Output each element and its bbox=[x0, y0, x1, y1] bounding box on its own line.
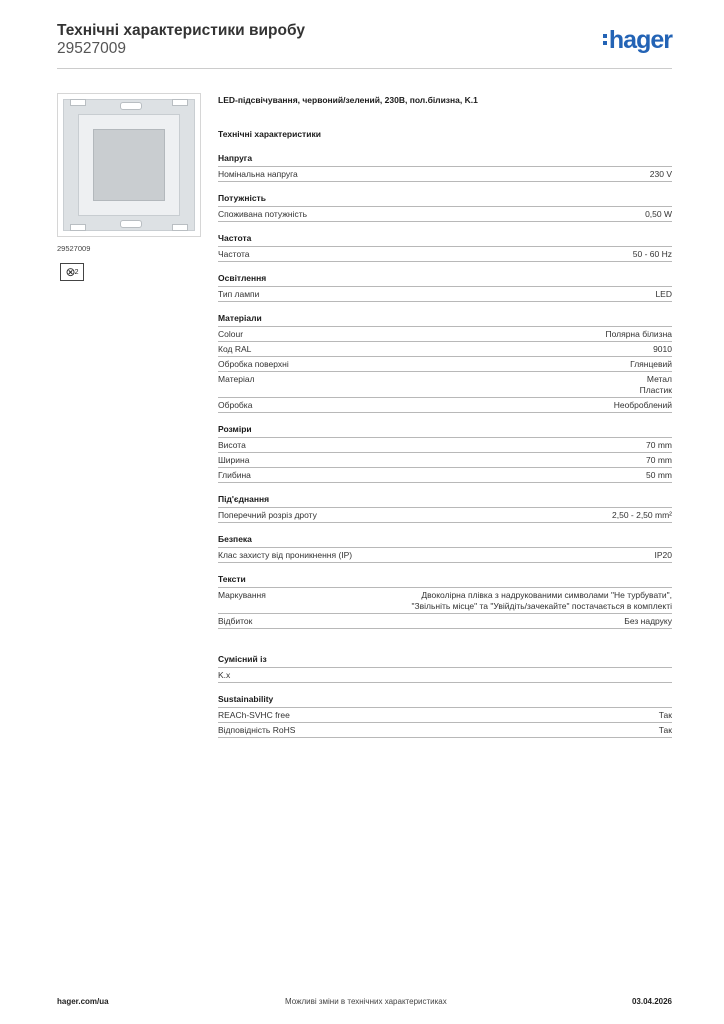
section-title: Потужність bbox=[218, 193, 672, 207]
spec-value: Полярна білизна bbox=[605, 329, 672, 339]
header-divider bbox=[57, 68, 672, 69]
spec-label: Матеріал bbox=[218, 374, 255, 384]
spec-label: Тип лампи bbox=[218, 289, 260, 299]
specs-title: Технічні характеристики bbox=[218, 129, 321, 139]
spec-row bbox=[218, 167, 672, 182]
spec-value: 70 mm bbox=[646, 440, 672, 450]
logo-dots-icon bbox=[603, 34, 607, 48]
spec-value: Двоколірна плівка з надрукованими символами "Не турбувати", "Звільніть місце" та "Увійдіть/зачекайте" постачається в комплекті bbox=[411, 590, 672, 611]
spec-section bbox=[218, 654, 672, 683]
spec-row bbox=[218, 342, 672, 357]
page-title: Технічні характеристики виробу bbox=[57, 22, 305, 39]
spec-label: Маркування bbox=[218, 590, 266, 600]
spec-row bbox=[218, 327, 672, 342]
spec-section bbox=[218, 233, 672, 262]
spec-value: 0,50 W bbox=[645, 209, 672, 219]
spec-label: Висота bbox=[218, 440, 246, 450]
symbol-superscript: 2 bbox=[74, 268, 79, 276]
spec-sections bbox=[218, 153, 672, 629]
product-image bbox=[57, 93, 201, 237]
spec-section bbox=[218, 193, 672, 222]
spec-label: K.x bbox=[218, 670, 231, 680]
spec-value: 50 mm bbox=[646, 470, 672, 480]
footer-disclaimer: Можливі зміни в технічних характеристиках bbox=[285, 997, 447, 1006]
symbol-glyph: ⊗ bbox=[65, 265, 76, 279]
spec-row bbox=[218, 372, 672, 398]
section-title: Sustainability bbox=[218, 694, 672, 708]
spec-value: 50 - 60 Hz bbox=[632, 249, 672, 259]
class-two-lamp-icon bbox=[60, 263, 84, 281]
spec-row bbox=[218, 207, 672, 222]
spec-label: Обробка поверхні bbox=[218, 359, 289, 369]
spec-row bbox=[218, 287, 672, 302]
footer-website-link[interactable]: hager.com/ua bbox=[57, 997, 109, 1006]
spec-row bbox=[218, 468, 672, 483]
spec-label: Ширина bbox=[218, 455, 250, 465]
product-frame bbox=[63, 99, 195, 231]
spec-label: Частота bbox=[218, 249, 250, 259]
spec-row bbox=[218, 453, 672, 468]
spec-value: 9010 bbox=[653, 344, 672, 354]
spec-value: Глянцевий bbox=[630, 359, 672, 369]
spec-section bbox=[218, 574, 672, 629]
spec-label: Відповідність RoHS bbox=[218, 725, 296, 735]
logo-text: hager bbox=[608, 26, 672, 54]
spec-value: Так bbox=[658, 725, 672, 735]
spec-label: Поперечний розріз дроту bbox=[218, 510, 317, 520]
section-title: Освітлення bbox=[218, 273, 672, 287]
spec-row bbox=[218, 614, 672, 629]
spec-row bbox=[218, 723, 672, 738]
spec-value: 2,50 - 2,50 mm² bbox=[612, 510, 672, 520]
spec-content bbox=[218, 95, 672, 749]
spec-section bbox=[218, 153, 672, 182]
spec-label: Клас захисту від проникнення (IP) bbox=[218, 550, 353, 560]
product-name: LED-підсвічування, червоний/зелений, 230В, пол.білизна, K.1 bbox=[218, 95, 478, 105]
spec-value: Так bbox=[658, 710, 672, 720]
frame-notch bbox=[172, 99, 188, 106]
spec-row bbox=[218, 668, 672, 683]
section-title: Тексти bbox=[218, 574, 672, 588]
spec-row bbox=[218, 438, 672, 453]
section-title: Напруга bbox=[218, 153, 672, 167]
sustainability-section bbox=[218, 694, 672, 738]
frame-notch bbox=[70, 224, 86, 231]
spec-value: Необроблений bbox=[613, 400, 672, 410]
hager-logo[interactable] bbox=[603, 26, 672, 54]
spec-label: Номінальна напруга bbox=[218, 169, 298, 179]
product-lens bbox=[93, 129, 165, 201]
spec-label: Глибина bbox=[218, 470, 251, 480]
spec-row bbox=[218, 398, 672, 413]
compatible-section bbox=[218, 654, 672, 683]
spec-value: LED bbox=[655, 289, 672, 299]
spec-label: Обробка bbox=[218, 400, 253, 410]
spec-row bbox=[218, 708, 672, 723]
spec-row bbox=[218, 588, 672, 614]
spec-section bbox=[218, 273, 672, 302]
section-title: Під'єднання bbox=[218, 494, 672, 508]
section-title: Розміри bbox=[218, 424, 672, 438]
frame-notch bbox=[172, 224, 188, 231]
spec-label: Споживана потужність bbox=[218, 209, 308, 219]
spec-value: Без надруку bbox=[624, 616, 672, 626]
spec-row bbox=[218, 508, 672, 523]
frame-slot bbox=[120, 220, 142, 228]
spec-label: Код RAL bbox=[218, 344, 252, 354]
section-title: Частота bbox=[218, 233, 672, 247]
spec-label: Colour bbox=[218, 329, 244, 339]
spec-row bbox=[218, 247, 672, 262]
spec-row bbox=[218, 548, 672, 563]
frame-slot bbox=[120, 102, 142, 110]
spec-section bbox=[218, 534, 672, 563]
spec-value: Метал Пластик bbox=[639, 374, 672, 395]
spec-section bbox=[218, 694, 672, 738]
section-gap bbox=[218, 640, 672, 654]
product-plate bbox=[78, 114, 180, 216]
footer-date: 03.04.2026 bbox=[631, 997, 672, 1006]
section-title: Матеріали bbox=[218, 313, 672, 327]
spec-value: 230 V bbox=[649, 169, 672, 179]
product-number: 29527009 bbox=[57, 40, 126, 57]
spec-section bbox=[218, 494, 672, 523]
spec-value: 70 mm bbox=[646, 455, 672, 465]
section-title: Безпека bbox=[218, 534, 672, 548]
spec-section bbox=[218, 313, 672, 413]
spec-section bbox=[218, 424, 672, 483]
spec-value: IP20 bbox=[654, 550, 672, 560]
image-caption: 29527009 bbox=[57, 244, 91, 253]
spec-row bbox=[218, 357, 672, 372]
spec-label: Відбиток bbox=[218, 616, 253, 626]
spec-label: REACh-SVHC free bbox=[218, 710, 290, 720]
frame-notch bbox=[70, 99, 86, 106]
section-title: Сумісний із bbox=[218, 654, 672, 668]
